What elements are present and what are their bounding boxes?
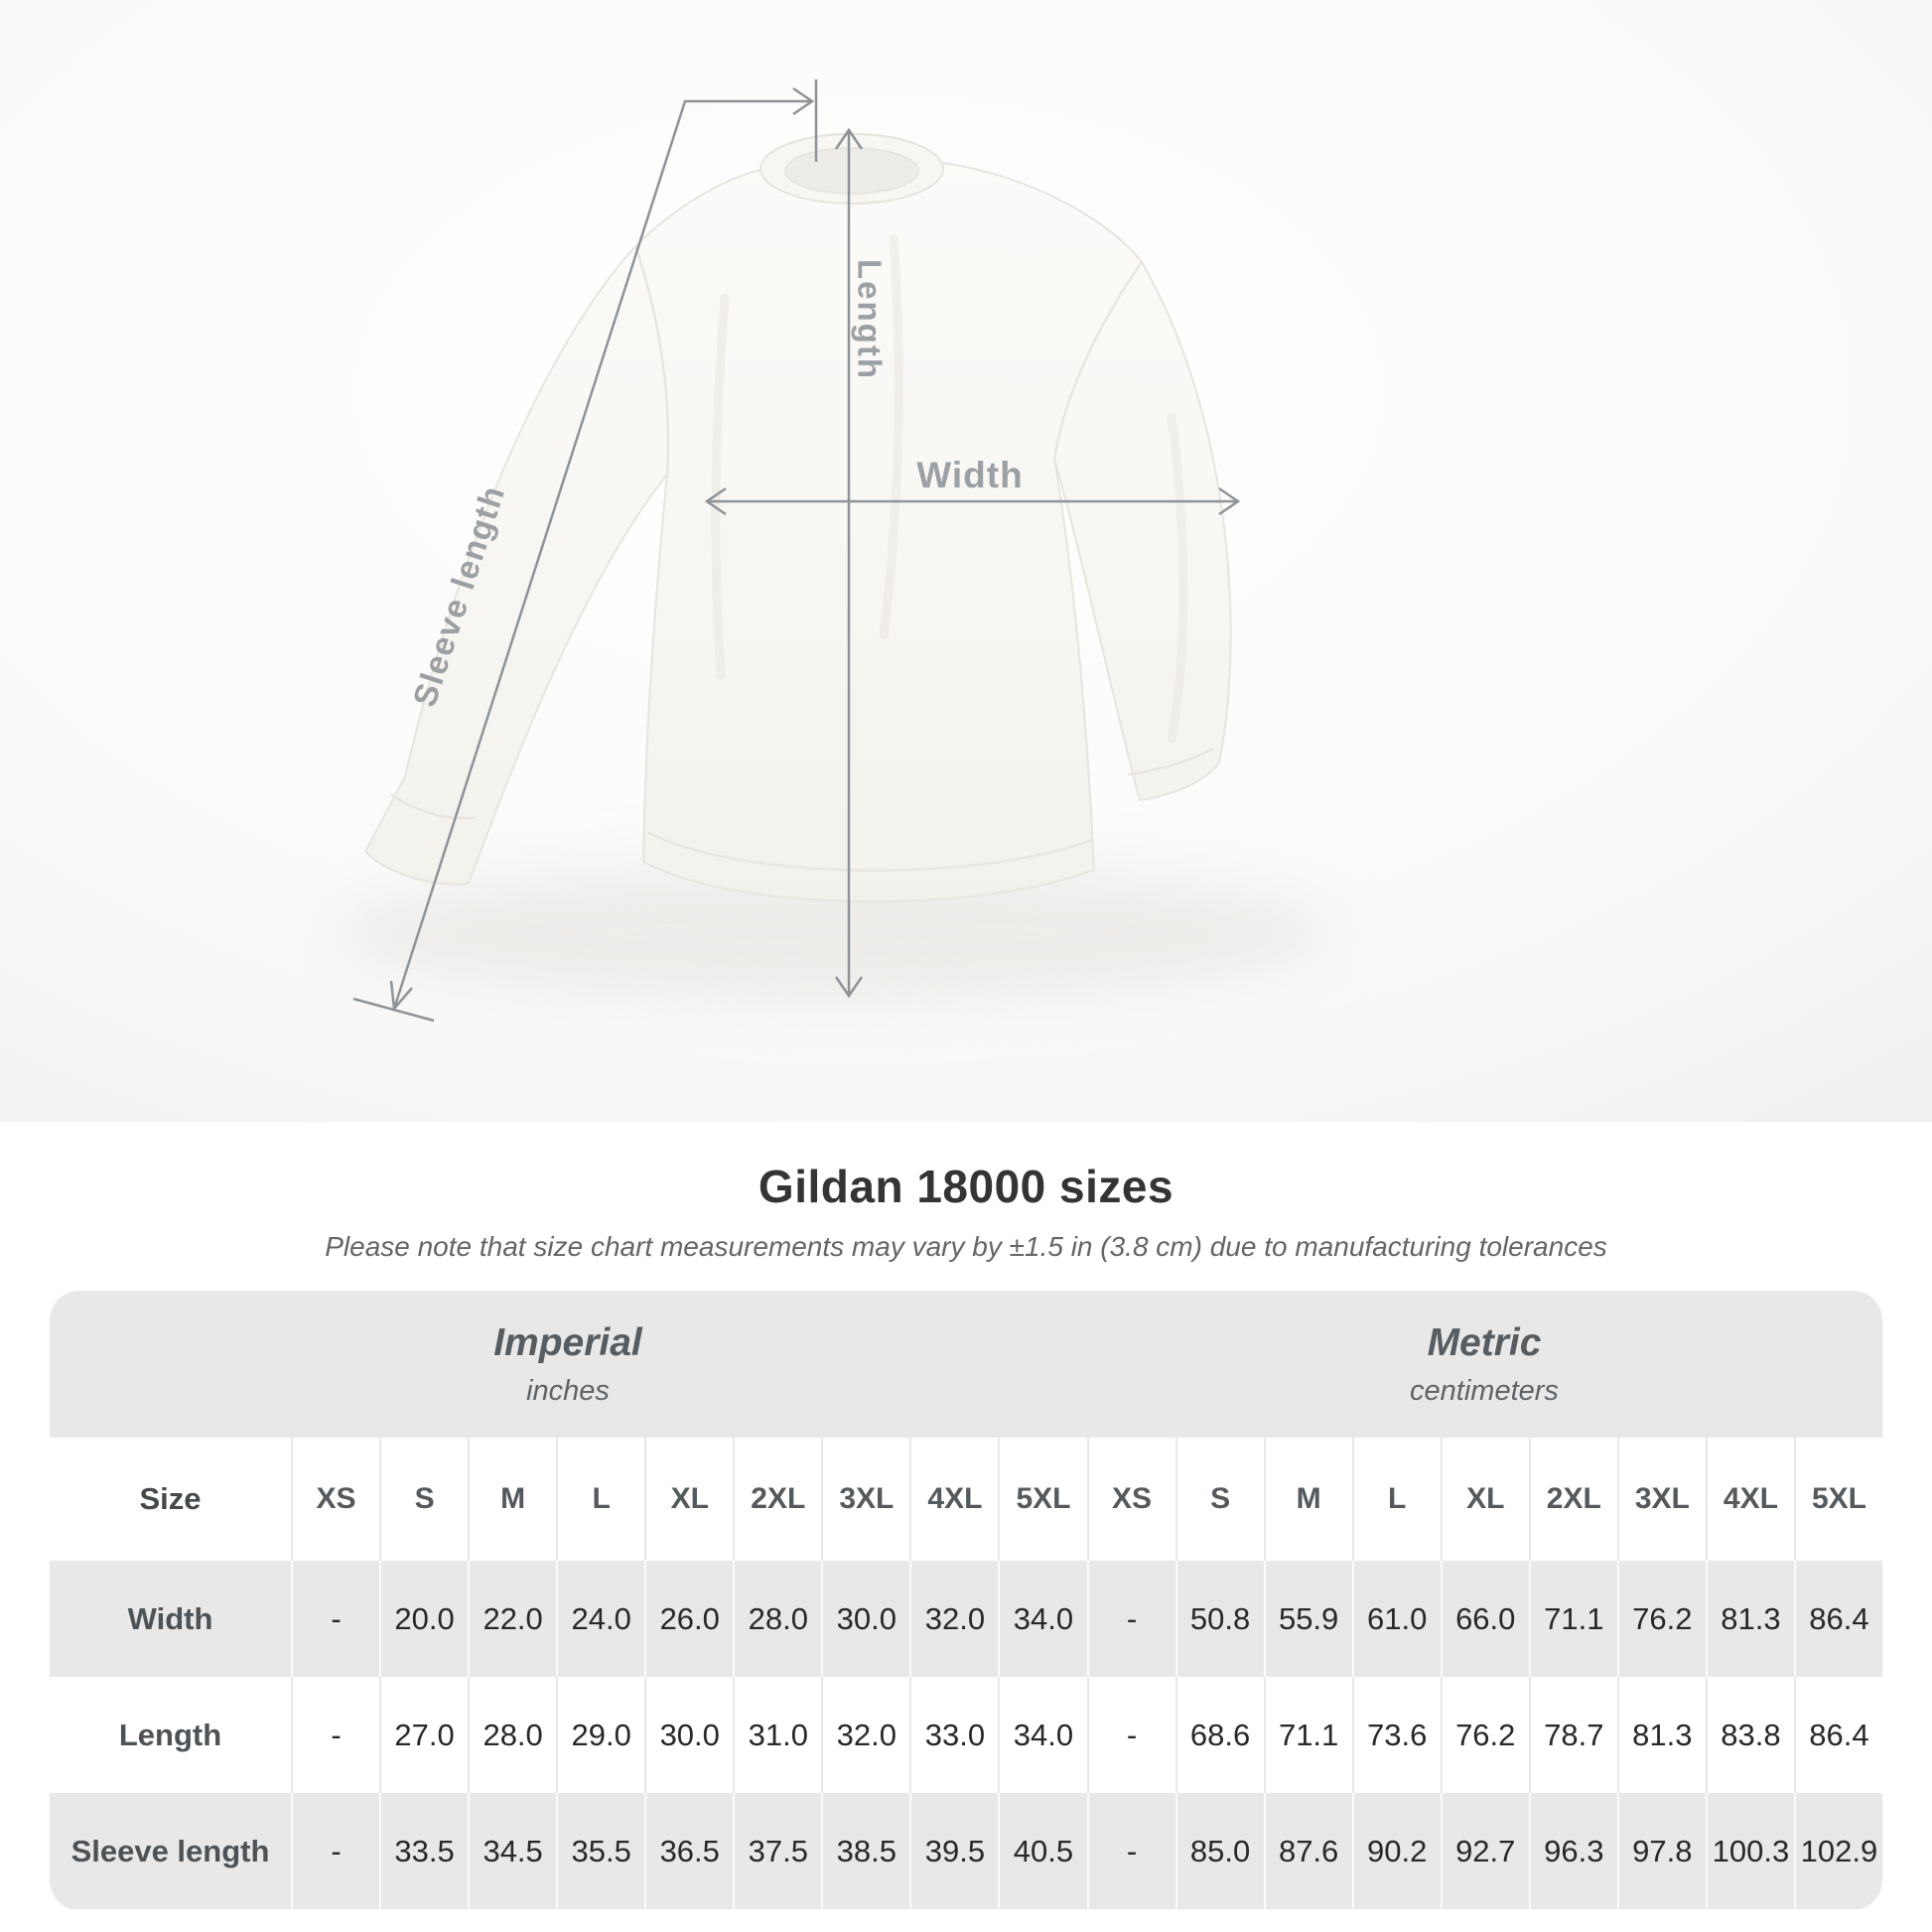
measurement-cell: 22.0 (468, 1561, 556, 1677)
measurement-cell: 85.0 (1175, 1793, 1264, 1909)
metric-unit: centimeters (1410, 1374, 1559, 1407)
measurement-cell: - (291, 1677, 379, 1793)
size-header-cell: 5XL (1794, 1438, 1882, 1561)
measurement-cell: 71.1 (1264, 1677, 1352, 1793)
imperial-section-header (50, 1291, 1086, 1438)
collar-opening (785, 148, 918, 194)
size-header-cell: S (379, 1438, 468, 1561)
measurement-cell: 35.5 (556, 1793, 644, 1909)
measurement-cell: 30.0 (821, 1561, 909, 1677)
measurement-cell: 73.6 (1352, 1677, 1441, 1793)
size-header-cell: M (468, 1438, 556, 1561)
measurement-cell: 86.4 (1794, 1561, 1882, 1677)
page-title: Gildan 18000 sizes (758, 1161, 1174, 1212)
size-header-cell: M (1264, 1438, 1352, 1561)
measurement-cell: 28.0 (733, 1561, 821, 1677)
measurement-cell: 39.5 (909, 1793, 998, 1909)
size-header-cell: L (1352, 1438, 1441, 1561)
size-header-cell: XS (1087, 1438, 1175, 1561)
measurement-cell: 78.7 (1529, 1677, 1617, 1793)
measurement-cell: 87.6 (1264, 1793, 1352, 1909)
size-column-header: Size (139, 1481, 202, 1516)
measurement-cell: 76.2 (1441, 1677, 1529, 1793)
measurement-cell: 76.2 (1617, 1561, 1706, 1677)
size-header-cell: XL (644, 1438, 733, 1561)
measurement-cell: 33.0 (909, 1677, 998, 1793)
measurement-cell: 26.0 (644, 1561, 733, 1677)
size-header-cell: 4XL (1706, 1438, 1794, 1561)
measurement-cell: - (1087, 1793, 1175, 1909)
measurement-cell: 83.8 (1706, 1677, 1794, 1793)
size-header-cell: L (556, 1438, 644, 1561)
size-header-cell: 3XL (821, 1438, 909, 1561)
measurement-cell: 100.3 (1706, 1793, 1794, 1909)
measurement-cell: 96.3 (1529, 1793, 1617, 1909)
measurement-cell: 37.5 (733, 1793, 821, 1909)
measurement-cell: 36.5 (644, 1793, 733, 1909)
measurement-cell: 97.8 (1617, 1793, 1706, 1909)
measurement-cell: 55.9 (1264, 1561, 1352, 1677)
measurement-cell: 20.0 (379, 1561, 468, 1677)
measurement-cell: 34.5 (468, 1793, 556, 1909)
measurement-cell: 92.7 (1441, 1793, 1529, 1909)
unit-band (50, 1291, 1882, 1438)
metric-label: Metric (1427, 1320, 1542, 1364)
metric-section-header (1086, 1291, 1882, 1438)
size-table (50, 1291, 1882, 1910)
measurement-cell: - (1087, 1561, 1175, 1677)
size-header-cell: 2XL (1529, 1438, 1617, 1561)
size-header-cell: XS (291, 1438, 379, 1561)
measurement-cell: 68.6 (1175, 1677, 1264, 1793)
sleeve-length-label: Sleeve length (405, 480, 512, 712)
measurement-cell: 31.0 (733, 1677, 821, 1793)
measurement-cell: 24.0 (556, 1561, 644, 1677)
measurement-cell: 29.0 (556, 1677, 644, 1793)
width-label: Width (916, 455, 1024, 495)
measurement-cell: 30.0 (644, 1677, 733, 1793)
measurement-cell: 102.9 (1794, 1793, 1882, 1909)
measurement-cell: 27.0 (379, 1677, 468, 1793)
measurement-cell: 33.5 (379, 1793, 468, 1909)
measurement-cell: 28.0 (468, 1677, 556, 1793)
measurement-cell: 34.0 (998, 1677, 1086, 1793)
size-header-row (50, 1438, 1882, 1561)
measurement-cell: 34.0 (998, 1561, 1086, 1677)
measurement-cell: 32.0 (909, 1561, 998, 1677)
size-header-cell: 2XL (733, 1438, 821, 1561)
measurement-cell: 81.3 (1617, 1677, 1706, 1793)
measurement-cell: 90.2 (1352, 1793, 1441, 1909)
size-header-cell: 3XL (1617, 1438, 1706, 1561)
measurement-cell: 66.0 (1441, 1561, 1529, 1677)
size-header-cell: 5XL (998, 1438, 1086, 1561)
row-label: Length (118, 1717, 222, 1752)
measurement-cell: 71.1 (1529, 1561, 1617, 1677)
measurement-cell: 50.8 (1175, 1561, 1264, 1677)
table-row-length (50, 1677, 1882, 1793)
measurement-cell: - (291, 1561, 379, 1677)
measurement-cell: 86.4 (1794, 1677, 1882, 1793)
imperial-unit: inches (526, 1374, 610, 1407)
measurement-cell: 40.5 (998, 1793, 1086, 1909)
imperial-label: Imperial (493, 1320, 642, 1364)
tolerance-note: Please note that size chart measurements may vary by ±1.5 in (3.8 cm) due to manufacturing tolerances (325, 1231, 1607, 1262)
measurement-cell: 38.5 (821, 1793, 909, 1909)
measurement-cell: 81.3 (1706, 1561, 1794, 1677)
table-row-width (50, 1561, 1882, 1677)
measurement-cell: - (1087, 1677, 1175, 1793)
measurement-cell: 61.0 (1352, 1561, 1441, 1677)
size-header-cell: S (1175, 1438, 1264, 1561)
row-label: Width (127, 1600, 213, 1636)
measurement-cell: - (291, 1793, 379, 1909)
table-row-sleeve-length (50, 1793, 1882, 1909)
length-label: Length (851, 259, 889, 380)
size-header-cell: XL (1441, 1438, 1529, 1561)
measurement-cell: 32.0 (821, 1677, 909, 1793)
row-label: Sleeve length (70, 1833, 270, 1868)
size-header-cell: 4XL (909, 1438, 998, 1561)
